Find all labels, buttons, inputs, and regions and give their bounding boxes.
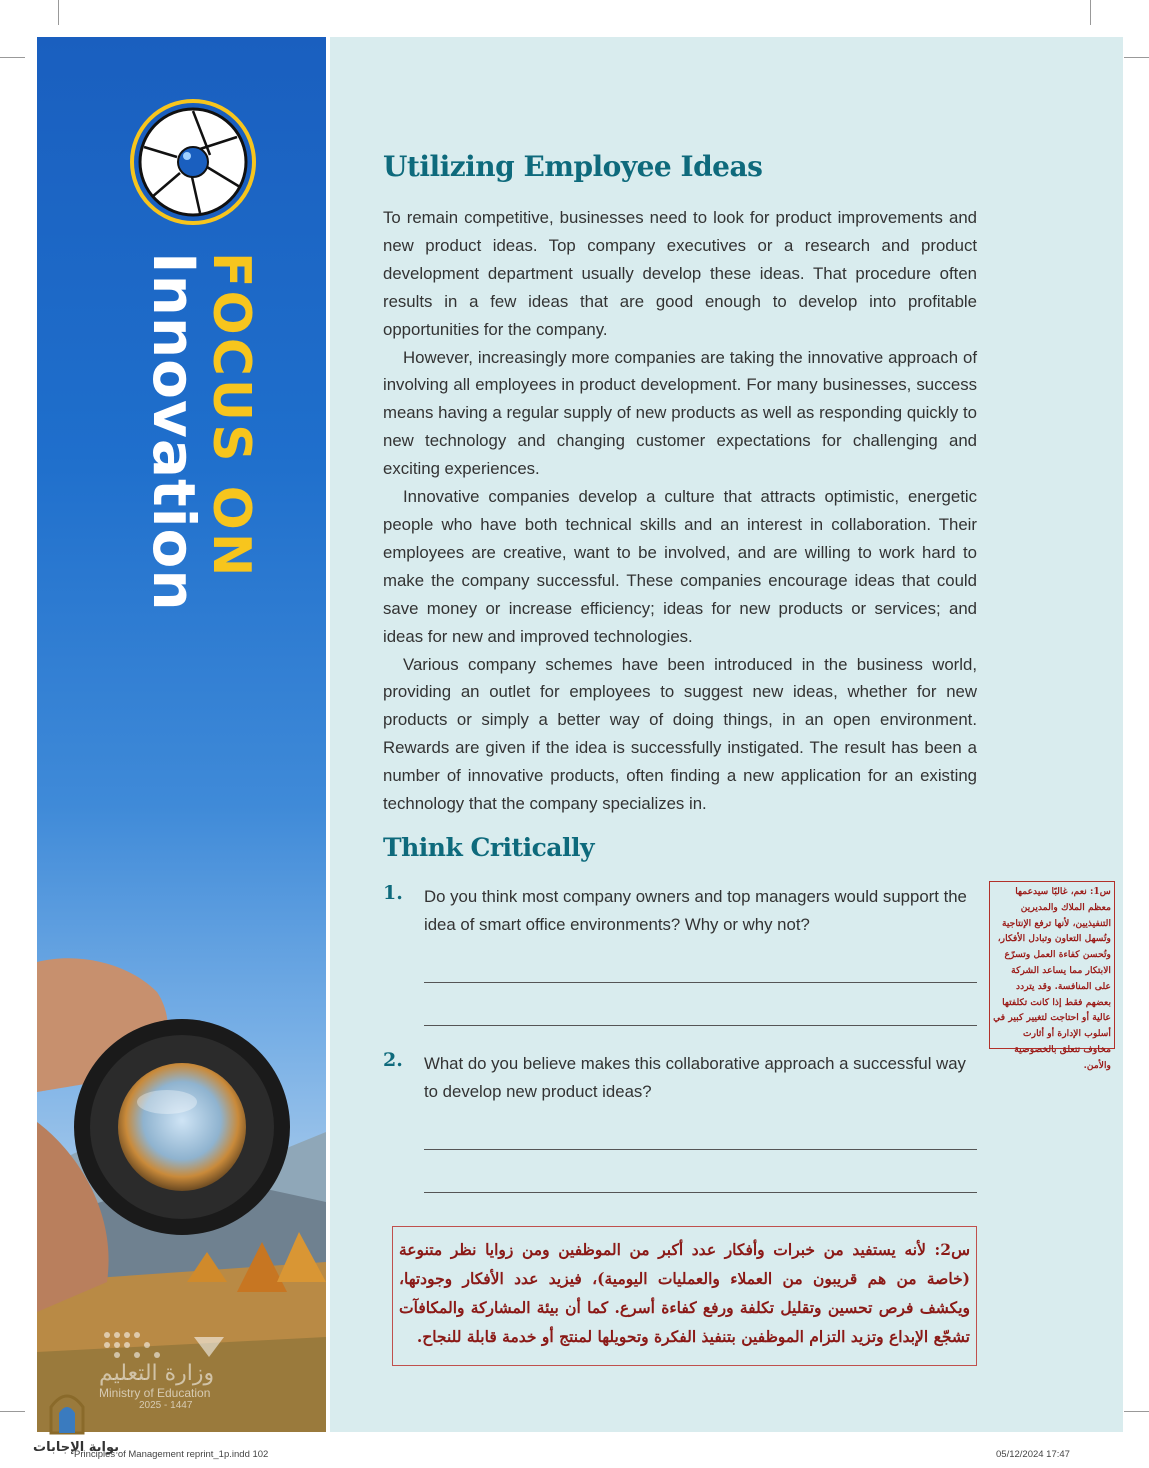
think-critically-heading: Think Critically <box>383 833 595 862</box>
question-text: What do you believe makes this collaborative approach a successful way to develop new product ideas? <box>424 1054 966 1101</box>
handwritten-answer-2: س2: لأنه يستفيد من خبرات وأفكار عدد أكبر من الموظفين ومن زوايا نظر متنوعة (خاصة من هم قريبون من العملاء والعمليات اليومية)، فيزيد عدد الأفكار وجودتها، ويكشف فرص تحسين وتقليل تكلفة ورفع كفاءة أسرع. كما أن بيئة المشاركة والمكافآت تشجّع الإبداع وتزيد التزام الموظفين بتنفيذ الفكرة وتحويلها لمنتج أو خدمة قابلة للنجاح. <box>392 1226 977 1366</box>
question-number: 2. <box>383 1049 403 1071</box>
paragraph: Various company schemes have been introduced in the business world, providing an outlet for employees to suggest new ideas, whether for new products or simply a better way of doing things, in an open environment. Rewards are given if the idea is successfully instigated. The result has been a number of innovative products, often finding a new application for an existing technology that the company specializes in. <box>383 654 977 814</box>
crop-mark <box>0 57 25 58</box>
crop-mark <box>1124 1411 1149 1412</box>
crop-mark <box>0 1411 25 1412</box>
paragraph: Innovative companies develop a culture that attracts optimistic, energetic people who have both technical skills and an interest in collaboration. Their employees are creative, want to be involved, and are willing to work hard to make the company successful. These companies encourage ideas that could save money or increase efficiency; ideas for new products or services; and ideas for new and improved technologies. <box>383 487 977 646</box>
article-title: Utilizing Employee Ideas <box>383 150 763 183</box>
question-text: Do you think most company owners and top managers would support the idea of smart office environments? Why or why not? <box>424 887 967 934</box>
handwritten-answer-1: س1: نعم، غالبًا سيدعمها معظم الملاك والمديرين التنفيذيين، لأنها ترفع الإنتاجية وتُسهل التعاون وتبادل الأفكار، وتُحسن كفاءة العمل وتسرّع الابتكار مما يساعد الشركة على المنافسة. وقد يتردد بعضهم فقط إذا كانت تكلفتها عالية أو احتاجت لتغيير كبير في أسلوب الإدارة أو أثارت مخاوف تتعلق بالخصوصية والأمن. <box>989 881 1115 1049</box>
camera-aperture-icon <box>130 99 256 225</box>
paragraph: To remain competitive, businesses need to look for product improvements and new product ideas. Top company executives or a research and product development department usually develop these ideas. That procedure often results in a few ideas that are good enough to develop into profitable opportunities for the company. <box>383 208 977 339</box>
paragraph: However, increasingly more companies are taking the innovative approach of involving all employees in product development. For many businesses, success means having a regular supply of new products as well as responding quickly to new technology and changing customer expectations for challenging and exciting experiences. <box>383 347 977 479</box>
focus-on-innovation-title <box>140 252 261 612</box>
footer-file-info: Principles of Management reprint_1p.indd 102 <box>74 1449 269 1460</box>
answer-line[interactable] <box>424 982 977 983</box>
footer-date: 05/12/2024 17:47 <box>996 1449 1070 1460</box>
mosque-logo-icon <box>47 1385 87 1435</box>
question-number: 1. <box>383 882 403 904</box>
focus-sidebar <box>37 37 326 1432</box>
ministry-english-name: Ministry of Education <box>99 1386 211 1400</box>
answer-line[interactable] <box>424 1025 977 1026</box>
answer-line[interactable] <box>424 1149 977 1150</box>
site-name: بوابة الإجابات <box>33 1440 119 1455</box>
answer-line[interactable] <box>424 1192 977 1193</box>
crop-mark <box>1124 57 1149 58</box>
crop-mark <box>1090 0 1091 25</box>
focus-on-label: FOCUS ON <box>201 252 261 580</box>
article-body <box>383 204 977 818</box>
ministry-year: 2025 - 1447 <box>139 1400 193 1411</box>
ministry-logo-icon <box>99 1327 229 1367</box>
ministry-watermark <box>99 1327 214 1411</box>
innovation-label: Innovation <box>140 252 208 612</box>
ministry-arabic-name: وزارة التعليم <box>99 1361 215 1386</box>
crop-mark <box>58 0 59 25</box>
